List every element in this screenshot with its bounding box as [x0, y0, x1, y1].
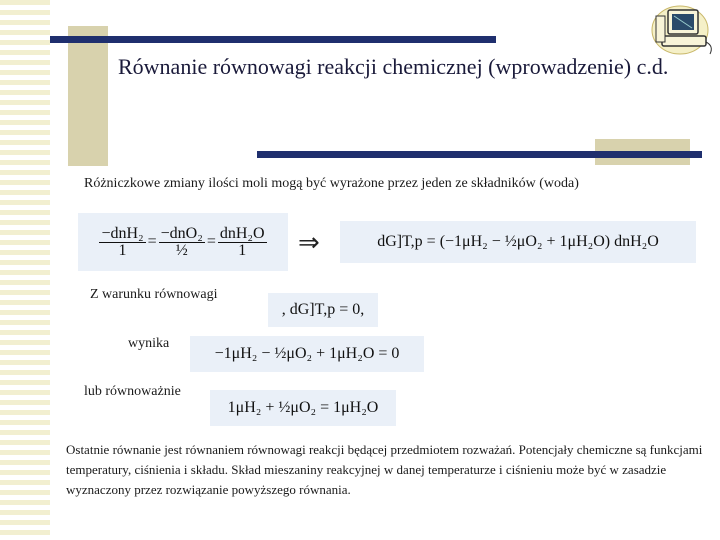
slide-title: Równanie równowagi reakcji chemicznej (wprowadzenie) c.d. — [118, 54, 669, 79]
conclusion-paragraph: Ostatnie równanie jest równaniem równowagi reakcji będącej przedmiotem rozważań. Potencjały chemiczne są funkcjami temperatury, ciśnienia i składu. Skład mieszaniny reakcyjnej w danej temperaturze i ciśnieniu może być w zasadzie wyznaczony przez rozwiązanie powyższego równania. — [66, 442, 703, 497]
implies-arrow: ⇒ — [298, 228, 320, 258]
decorative-block-left — [68, 26, 108, 166]
condition-label: Z warunku równowagi — [90, 287, 218, 302]
equation-equilibrium: −1μH₂ − ½μO₂ + 1μH₂O = 0 — [190, 336, 424, 372]
fraction-o2-numerator: −dnO₂ — [160, 224, 203, 242]
fraction-h2 — [99, 226, 145, 259]
equivalent-label: lub równoważnie — [84, 384, 181, 399]
intro-text: Różniczkowe zmiany ilości moli mogą być wyrażone przez jeden ze składników (woda) — [84, 176, 579, 191]
decorative-stripes — [0, 0, 50, 540]
fraction-h2-numerator: −dnH₂ — [101, 224, 144, 242]
fraction-h2-denominator: 1 — [118, 241, 127, 259]
equation-differentials — [78, 213, 288, 271]
fraction-o2-denominator: ½ — [175, 241, 188, 259]
equals-sign: = — [206, 233, 216, 250]
computer-icon — [648, 2, 718, 58]
title-bar-top — [50, 36, 496, 43]
fraction-h2o-numerator: dnH₂O — [219, 224, 265, 242]
fraction-h2o-denominator: 1 — [238, 241, 247, 259]
equation-dg-differential: dG]T,p = (−1μH₂ − ½μO₂ + 1μH₂O) dnH₂O — [340, 221, 696, 263]
equation-equilibrium-condition: , dG]T,p = 0, — [268, 293, 378, 327]
equals-sign: = — [147, 233, 157, 250]
fraction-o2 — [159, 226, 205, 259]
result-label: wynika — [128, 336, 170, 351]
title-bar-bottom — [257, 151, 702, 158]
fraction-h2o — [218, 226, 267, 259]
equation-equilibrium-equivalent: 1μH₂ + ½μO₂ = 1μH₂O — [210, 390, 396, 426]
